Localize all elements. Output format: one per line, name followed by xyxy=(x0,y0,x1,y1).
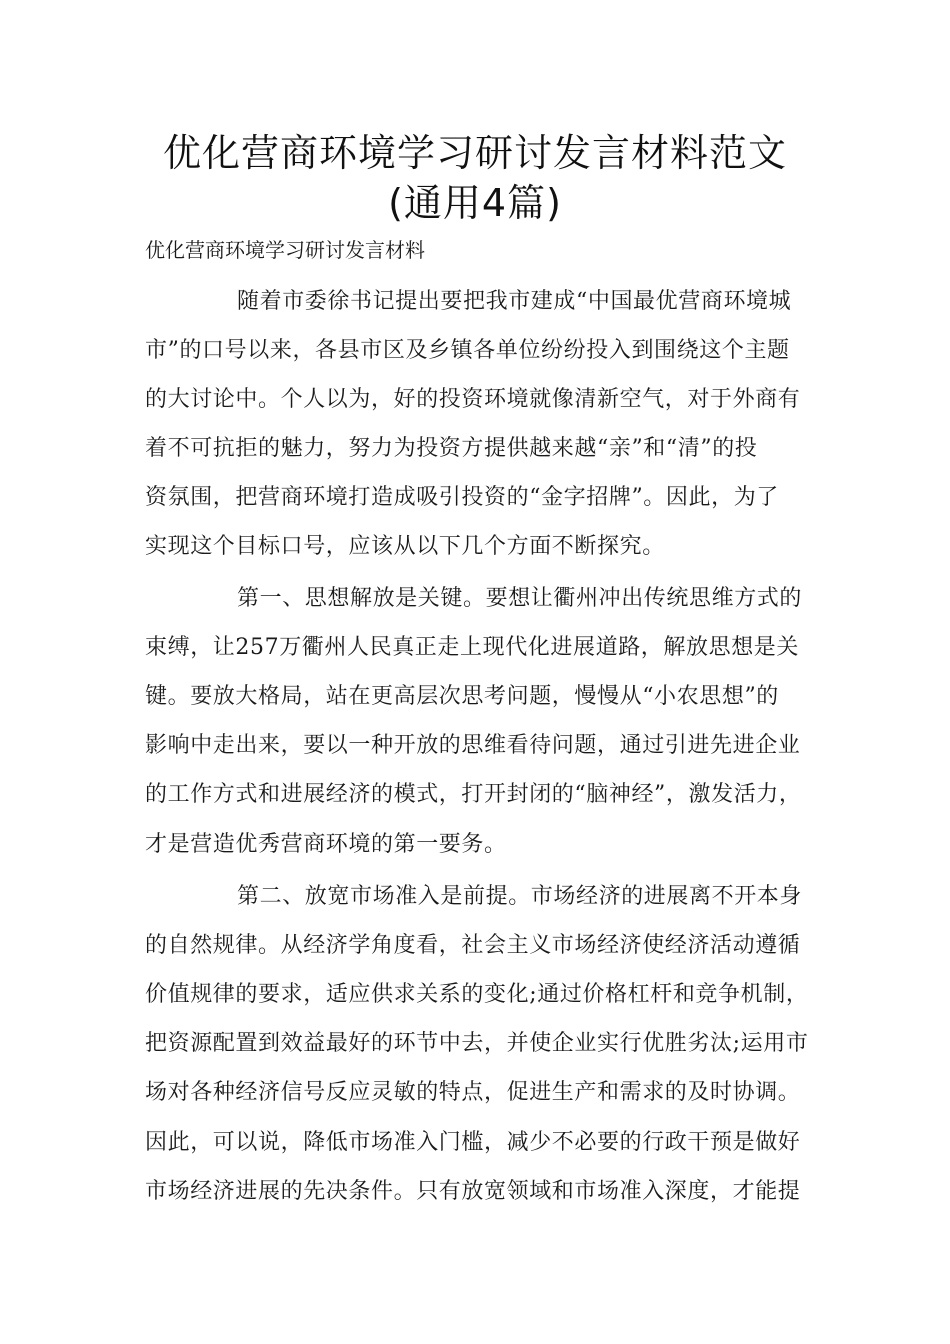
paragraph-line: 的工作方式和进展经济的模式，打开封闭的“脑神经”，激发活力， xyxy=(145,782,802,807)
paragraph-line: 价值规律的要求，适应供求关系的变化;通过价格杠杆和竞争机制， xyxy=(145,982,809,1007)
paragraph-line: 场对各种经济信号反应灵敏的特点，促进生产和需求的及时协调。 xyxy=(145,1080,801,1105)
paragraph-line: 的自然规律。从经济学角度看，社会主义市场经济使经济活动遵循 xyxy=(145,933,801,958)
paragraph-line: 影响中走出来，要以一种开放的思维看待问题，通过引进先进企业 xyxy=(145,733,801,758)
paragraph-line: 市场经济进展的先决条件。只有放宽领域和市场准入深度，才能提 xyxy=(145,1179,801,1204)
document-title-line-2: (通用4篇) xyxy=(388,181,562,225)
paragraph-line: 因此，可以说，降低市场准入门槛，减少不必要的行政干预是做好 xyxy=(145,1130,801,1155)
paragraph-line: 着不可抗拒的魅力，努力为投资方提供越来越“亲”和“清”的投 xyxy=(145,436,758,461)
paragraph-line: 键。要放大格局，站在更高层次思考问题，慢慢从“小农思想”的 xyxy=(145,684,779,709)
paragraph-line: 市”的口号以来，各县市区及乡镇各单位纷纷投入到围绕这个主题 xyxy=(145,338,790,363)
paragraph-line: 第一、思想解放是关键。要想让衢州冲出传统思维方式的 xyxy=(237,586,803,611)
paragraph-line: 束缚，让257万衢州人民真正走上现代化进展道路，解放思想是关 xyxy=(145,635,799,660)
paragraph-line: 随着市委徐书记提出要把我市建成“中国最优营商环境城 xyxy=(237,289,792,314)
document-subtitle: 优化营商环境学习研讨发言材料 xyxy=(145,238,425,262)
paragraph-line: 把资源配置到效益最好的环节中去，并使企业实行优胜劣汰;运用市 xyxy=(145,1031,809,1056)
document-title-line-1: 优化营商环境学习研讨发言材料范文 xyxy=(162,131,787,175)
paragraph-line: 的大讨论中。个人以为，好的投资环境就像清新空气，对于外商有 xyxy=(145,387,801,412)
paragraph-line: 资氛围，把营商环境打造成吸引投资的“金字招牌”。因此，为了 xyxy=(145,485,779,510)
paragraph-line: 才是营造优秀营商环境的第一要务。 xyxy=(145,832,507,857)
paragraph-line: 实现这个目标口号，应该从以下几个方面不断探究。 xyxy=(145,534,665,559)
paragraph-line: 第二、放宽市场准入是前提。市场经济的进展离不开本身 xyxy=(237,884,803,909)
